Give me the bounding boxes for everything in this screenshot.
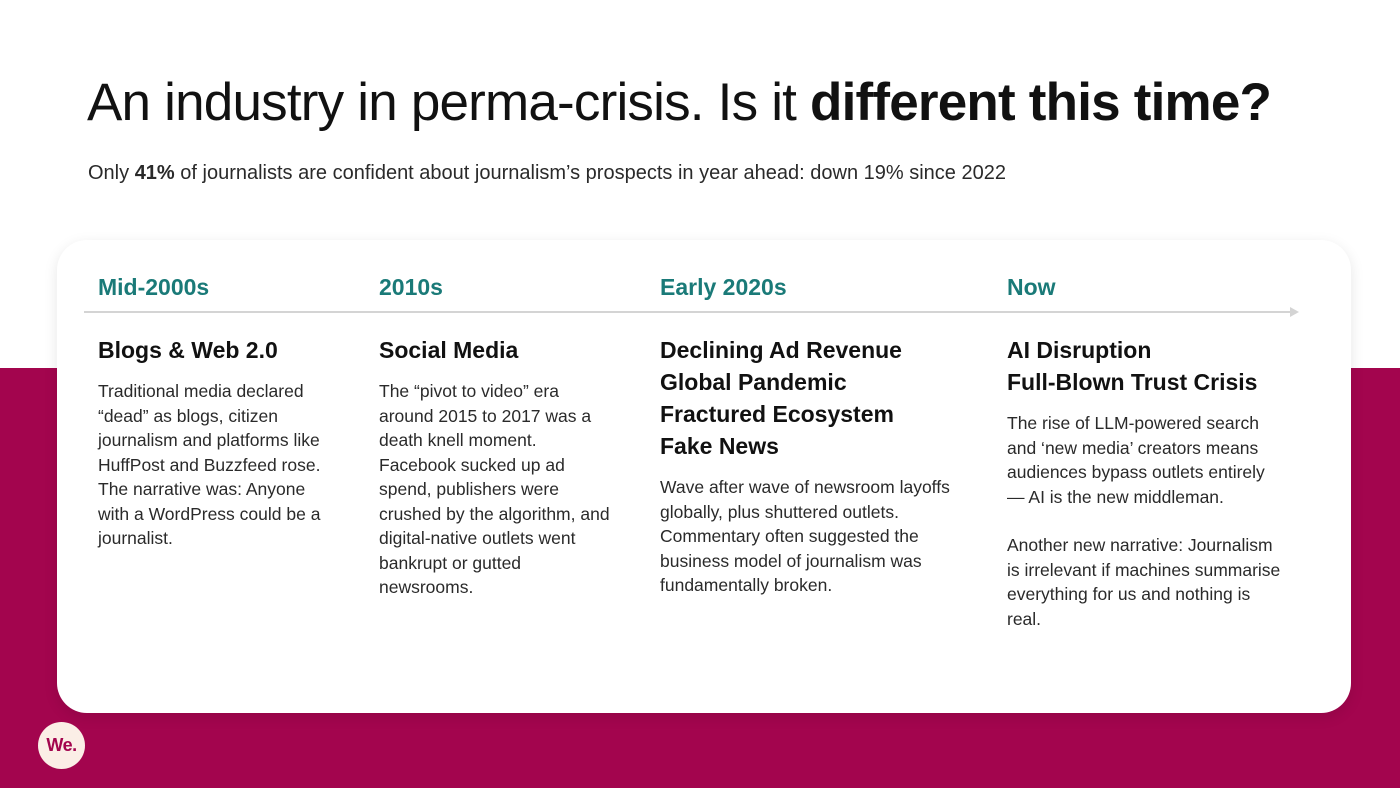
era-heading: Fractured Ecosystem — [660, 401, 894, 427]
era-label: 2010s — [379, 274, 443, 300]
subtitle-stat: 41% — [134, 162, 175, 184]
era-description: Another new narrative: Journalism is irrelevant if machines summarise everything for us and nothing is real. — [1007, 535, 1281, 629]
brand-logo: We. — [38, 722, 85, 769]
subtitle-pre: Only — [88, 162, 135, 184]
era-headings — [660, 334, 950, 462]
era-label: Early 2020s — [660, 274, 787, 300]
era-heading: Blogs & Web 2.0 — [98, 337, 278, 363]
era-heading: Fake News — [660, 433, 779, 459]
timeline-column-now — [1007, 270, 1285, 631]
title-bold-part: different this time? — [810, 73, 1272, 132]
era-headings — [98, 334, 328, 366]
era-description: The rise of LLM-powered search and ‘new media’ creators means audiences bypass outlets entirely — AI is the new middleman. — [1007, 413, 1265, 507]
subtitle-post: of journalists are confident about journalism’s prospects in year ahead: down 19% since 2022 — [174, 162, 1006, 184]
page-subtitle — [88, 160, 1006, 186]
era-headings — [379, 334, 611, 366]
era-description: Wave after wave of newsroom layoffs globally, plus shuttered outlets. Commentary often suggested the business model of journalism was fundamentally broken. — [660, 477, 950, 595]
era-heading: Global Pandemic — [660, 369, 847, 395]
era-heading: AI Disruption — [1007, 337, 1152, 363]
timeline-column-early-2020s — [660, 270, 950, 598]
page-title — [87, 74, 1271, 132]
era-label: Now — [1007, 274, 1056, 300]
title-light-part: An industry in perma-crisis. Is it — [87, 73, 811, 132]
era-heading: Declining Ad Revenue — [660, 337, 902, 363]
era-description: Traditional media declared “dead” as blogs, citizen journalism and platforms like HuffPost and Buzzfeed rose. The narrative was: Anyone with a WordPress could be a journalist. — [98, 381, 321, 548]
era-headings — [1007, 334, 1285, 398]
timeline-arrow-icon — [1290, 307, 1299, 317]
timeline-column-2010s — [379, 270, 611, 600]
era-heading: Full-Blown Trust Crisis — [1007, 369, 1258, 395]
era-heading: Social Media — [379, 337, 519, 363]
timeline-column-mid-2000s — [98, 270, 328, 551]
era-description: The “pivot to video” era around 2015 to 2017 was a death knell moment. Facebook sucked up ad spend, publishers were crushed by the algorithm, and digital-native outlets went bankrupt or gutted newsrooms. — [379, 381, 610, 597]
era-label: Mid-2000s — [98, 274, 210, 300]
